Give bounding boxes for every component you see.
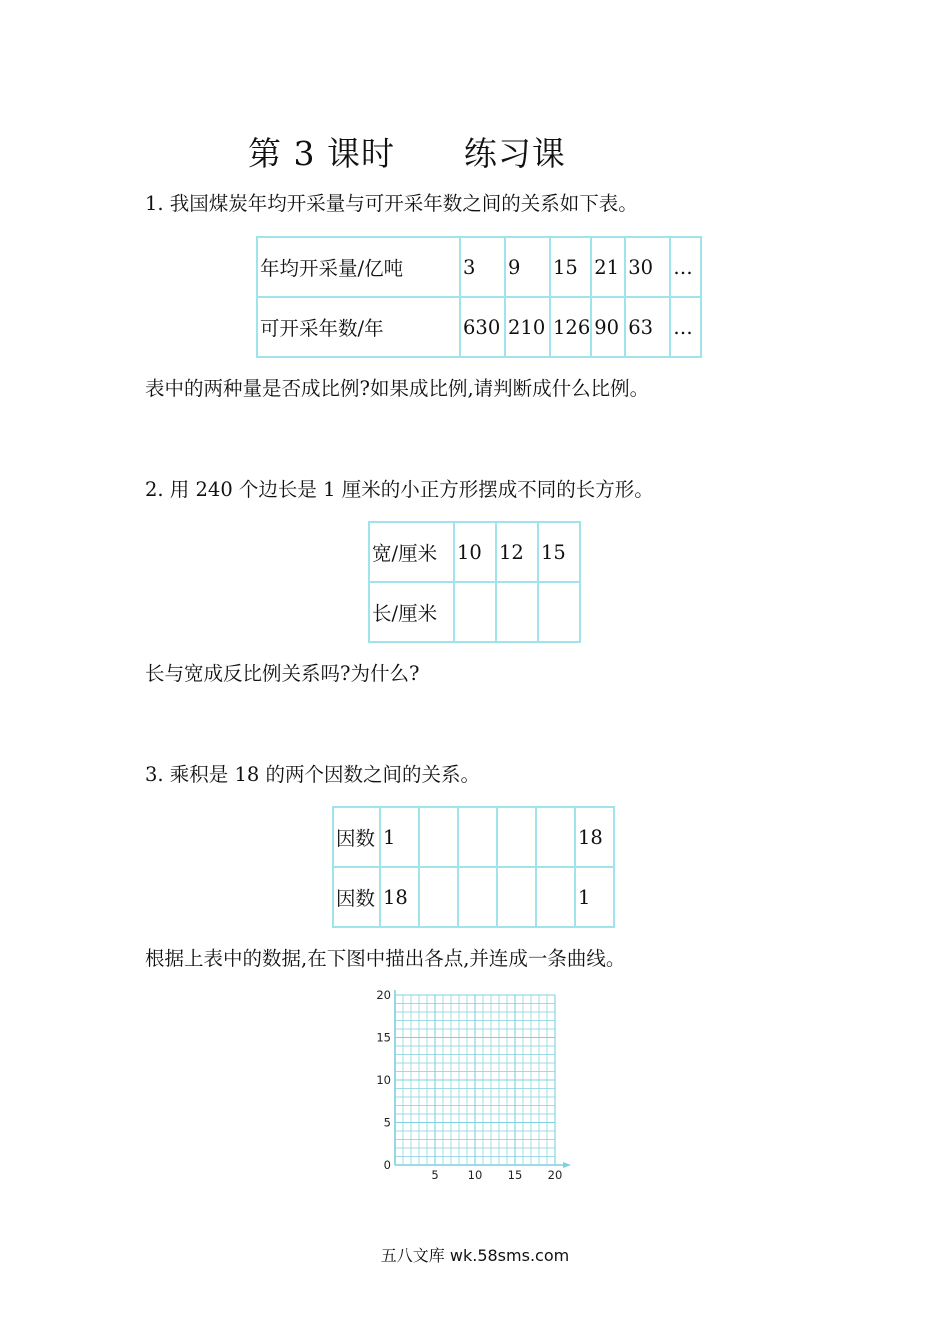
table-row (333, 867, 614, 927)
coordinate-grid-chart (360, 990, 590, 1190)
table-cell: 因数 (333, 807, 380, 867)
y-tick-labels (376, 990, 391, 1172)
x-axis-arrow (563, 1162, 571, 1168)
table-row (333, 807, 614, 867)
question-3-text: 3. 乘积是 18 的两个因数之间的关系。 (145, 763, 481, 786)
y-tick-label: 0 (383, 1158, 391, 1172)
table-cell (497, 867, 536, 927)
table-cell (497, 807, 536, 867)
table-row (257, 297, 701, 357)
table-cell: … (670, 297, 701, 357)
page-title: 第 3 课时 练习课 (248, 134, 566, 173)
table-cell: 18 (380, 867, 419, 927)
table-cell: 宽/厘米 (369, 522, 454, 582)
grid-lines (395, 995, 555, 1165)
table-cell (419, 867, 458, 927)
table-cell: 可开采年数/年 (257, 297, 460, 357)
table-1 (256, 236, 702, 358)
table-cell: 63 (625, 297, 670, 357)
question-2-prompt: 长与宽成反比例关系吗?为什么? (145, 662, 420, 685)
table-cell: 12 (496, 522, 538, 582)
table-cell (538, 582, 580, 642)
y-tick-label: 20 (376, 990, 391, 1002)
table-cell: 18 (575, 807, 614, 867)
table-cell (419, 807, 458, 867)
table-cell: 126 (550, 297, 591, 357)
table-cell: 30 (625, 237, 670, 297)
table-row (257, 237, 701, 297)
x-tick-labels (431, 1168, 562, 1182)
table-cell (536, 807, 575, 867)
question-2-text: 2. 用 240 个边长是 1 厘米的小正方形摆成不同的长方形。 (145, 478, 654, 501)
table-cell: 3 (460, 237, 505, 297)
table-cell: 9 (505, 237, 550, 297)
table-cell (496, 582, 538, 642)
table-3 (332, 806, 615, 928)
footer-watermark: 五八文库 wk.58sms.com (380, 1246, 570, 1265)
x-tick-label: 5 (431, 1168, 439, 1182)
table-cell: 15 (538, 522, 580, 582)
table-cell: 年均开采量/亿吨 (257, 237, 460, 297)
y-tick-label: 5 (383, 1115, 391, 1130)
table-2 (368, 521, 581, 643)
x-tick-label: 20 (547, 1168, 563, 1182)
table-row (369, 582, 580, 642)
x-tick-label: 10 (467, 1168, 483, 1182)
table-cell: 90 (591, 297, 625, 357)
table-cell: … (670, 237, 701, 297)
table-cell: 因数 (333, 867, 380, 927)
table-cell (454, 582, 496, 642)
y-tick-label: 15 (376, 1030, 391, 1045)
table-cell: 21 (591, 237, 625, 297)
table-cell: 210 (505, 297, 550, 357)
table-row (369, 522, 580, 582)
table-cell: 长/厘米 (369, 582, 454, 642)
table-cell: 1 (380, 807, 419, 867)
y-tick-label: 10 (376, 1073, 391, 1087)
x-tick-label: 15 (507, 1168, 523, 1182)
question-3-prompt: 根据上表中的数据,在下图中描出各点,并连成一条曲线。 (145, 947, 626, 970)
table-cell: 15 (550, 237, 591, 297)
table-cell (536, 867, 575, 927)
question-1-prompt: 表中的两种量是否成比例?如果成比例,请判断成什么比例。 (145, 377, 650, 400)
table-cell: 10 (454, 522, 496, 582)
question-1-text: 1. 我国煤炭年均开采量与可开采年数之间的关系如下表。 (145, 192, 638, 215)
table-cell (458, 807, 497, 867)
table-cell: 1 (575, 867, 614, 927)
table-cell (458, 867, 497, 927)
table-cell: 630 (460, 297, 505, 357)
